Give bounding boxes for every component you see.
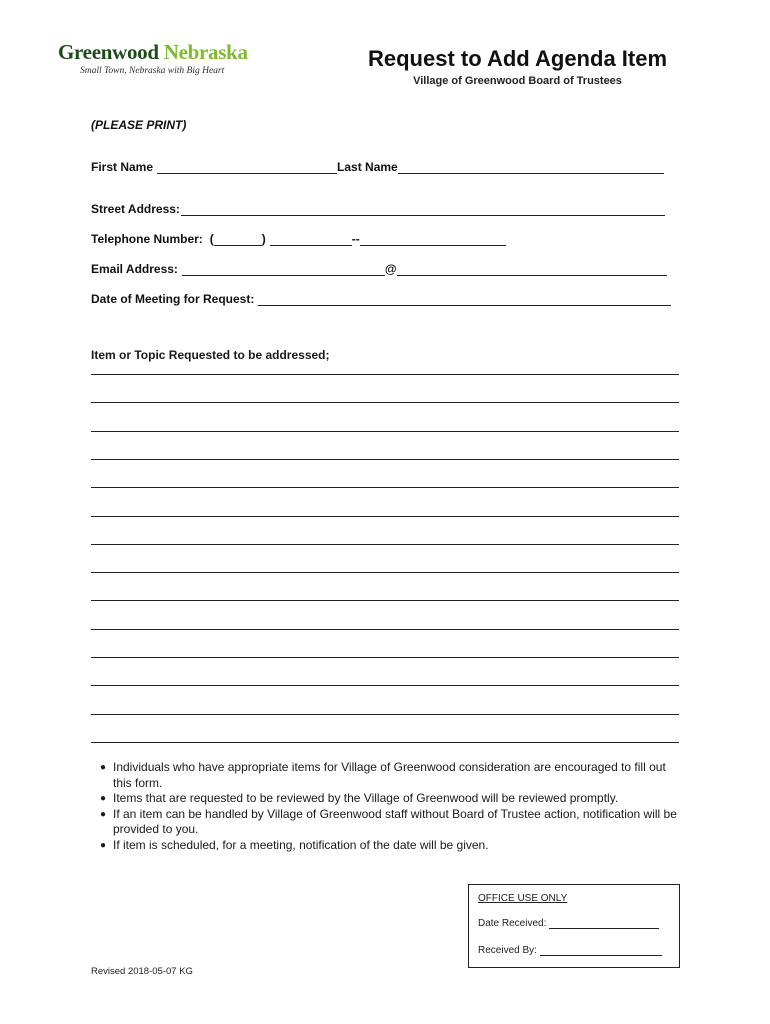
- topic-answer-line[interactable]: [91, 459, 679, 460]
- bullet-icon: ●: [100, 839, 107, 851]
- date-received-row: [478, 918, 659, 929]
- topic-answer-line[interactable]: [91, 516, 679, 517]
- logo-name-nebraska: Nebraska: [163, 40, 248, 64]
- email-domain-field[interactable]: [397, 263, 667, 276]
- street-address-label: Street Address:: [91, 202, 180, 216]
- email-at-sign: @: [384, 262, 397, 276]
- meeting-date-label: Date of Meeting for Request:: [91, 292, 255, 306]
- telephone-line-field[interactable]: [360, 233, 506, 246]
- topic-answer-line[interactable]: [91, 600, 679, 601]
- list-item: ● If an item can be handled by Village of Greenwood staff without Board of Trustee action, notification will be provided to you.: [100, 806, 677, 836]
- name-row: [91, 160, 664, 174]
- first-name-label: First Name: [91, 160, 154, 174]
- received-by-row: [478, 945, 662, 956]
- telephone-label: Telephone Number:: [91, 232, 203, 246]
- greenwood-logo: [58, 40, 248, 76]
- meeting-date-row: [91, 292, 671, 306]
- email-label: Email Address:: [91, 262, 178, 276]
- received-by-label: Received By:: [478, 945, 537, 956]
- street-address-row: [91, 202, 665, 216]
- bullet-icon: ●: [100, 808, 107, 820]
- topic-answer-line[interactable]: [91, 487, 679, 488]
- topic-answer-line[interactable]: [91, 431, 679, 432]
- last-name-label: Last Name: [337, 160, 398, 174]
- telephone-area-code-field[interactable]: [214, 233, 262, 246]
- telephone-open-paren: (: [209, 232, 214, 246]
- telephone-close-paren: ): [261, 232, 266, 246]
- bullet-icon: ●: [100, 793, 107, 804]
- telephone-dash: --: [351, 232, 360, 246]
- topic-answer-line[interactable]: [91, 742, 679, 743]
- list-item: ● Individuals who have appropriate items for Village of Greenwood consideration are encouraged to fill out this form.: [100, 760, 666, 790]
- topic-answer-line[interactable]: [91, 402, 679, 403]
- notes-list: [100, 760, 680, 853]
- topic-label: Item or Topic Requested to be addressed;: [91, 348, 330, 362]
- topic-answer-line[interactable]: [91, 714, 679, 715]
- date-received-field[interactable]: [549, 918, 659, 929]
- topic-answer-line[interactable]: [91, 544, 679, 545]
- page-title: Request to Add Agenda Item: [367, 46, 668, 71]
- topic-answer-line[interactable]: [91, 629, 679, 630]
- page-subtitle: Village of Greenwood Board of Trustees: [413, 75, 622, 87]
- topic-answer-line[interactable]: [91, 685, 679, 686]
- date-received-label: Date Received:: [478, 918, 547, 929]
- list-item: ● Items that are requested to be reviewed by the Village of Greenwood will be reviewed promptly.: [100, 791, 619, 805]
- email-row: [91, 262, 667, 276]
- last-name-field[interactable]: [398, 161, 664, 174]
- email-user-field[interactable]: [182, 263, 385, 276]
- revision-note: Revised 2018-05-07 KG: [91, 966, 193, 977]
- print-note: (PLEASE PRINT): [91, 118, 187, 132]
- meeting-date-field[interactable]: [258, 293, 671, 306]
- first-name-field[interactable]: [157, 161, 337, 174]
- topic-answer-line[interactable]: [91, 657, 679, 658]
- office-use-box: [468, 884, 680, 968]
- street-address-field[interactable]: [181, 203, 665, 216]
- topic-answer-line[interactable]: [91, 374, 679, 375]
- telephone-prefix-field[interactable]: [270, 233, 352, 246]
- topic-answer-line[interactable]: [91, 572, 679, 573]
- logo-wordmark: [58, 40, 248, 65]
- office-use-heading: OFFICE USE ONLY: [478, 893, 568, 904]
- logo-name-greenwood: Greenwood: [58, 40, 159, 64]
- received-by-field[interactable]: [540, 945, 662, 956]
- telephone-row: [91, 232, 506, 246]
- logo-tagline: Small Town, Nebraska with Big Heart: [80, 66, 225, 76]
- bullet-icon: ●: [100, 762, 107, 773]
- list-item: ● If item is scheduled, for a meeting, notification of the date will be given.: [100, 837, 489, 852]
